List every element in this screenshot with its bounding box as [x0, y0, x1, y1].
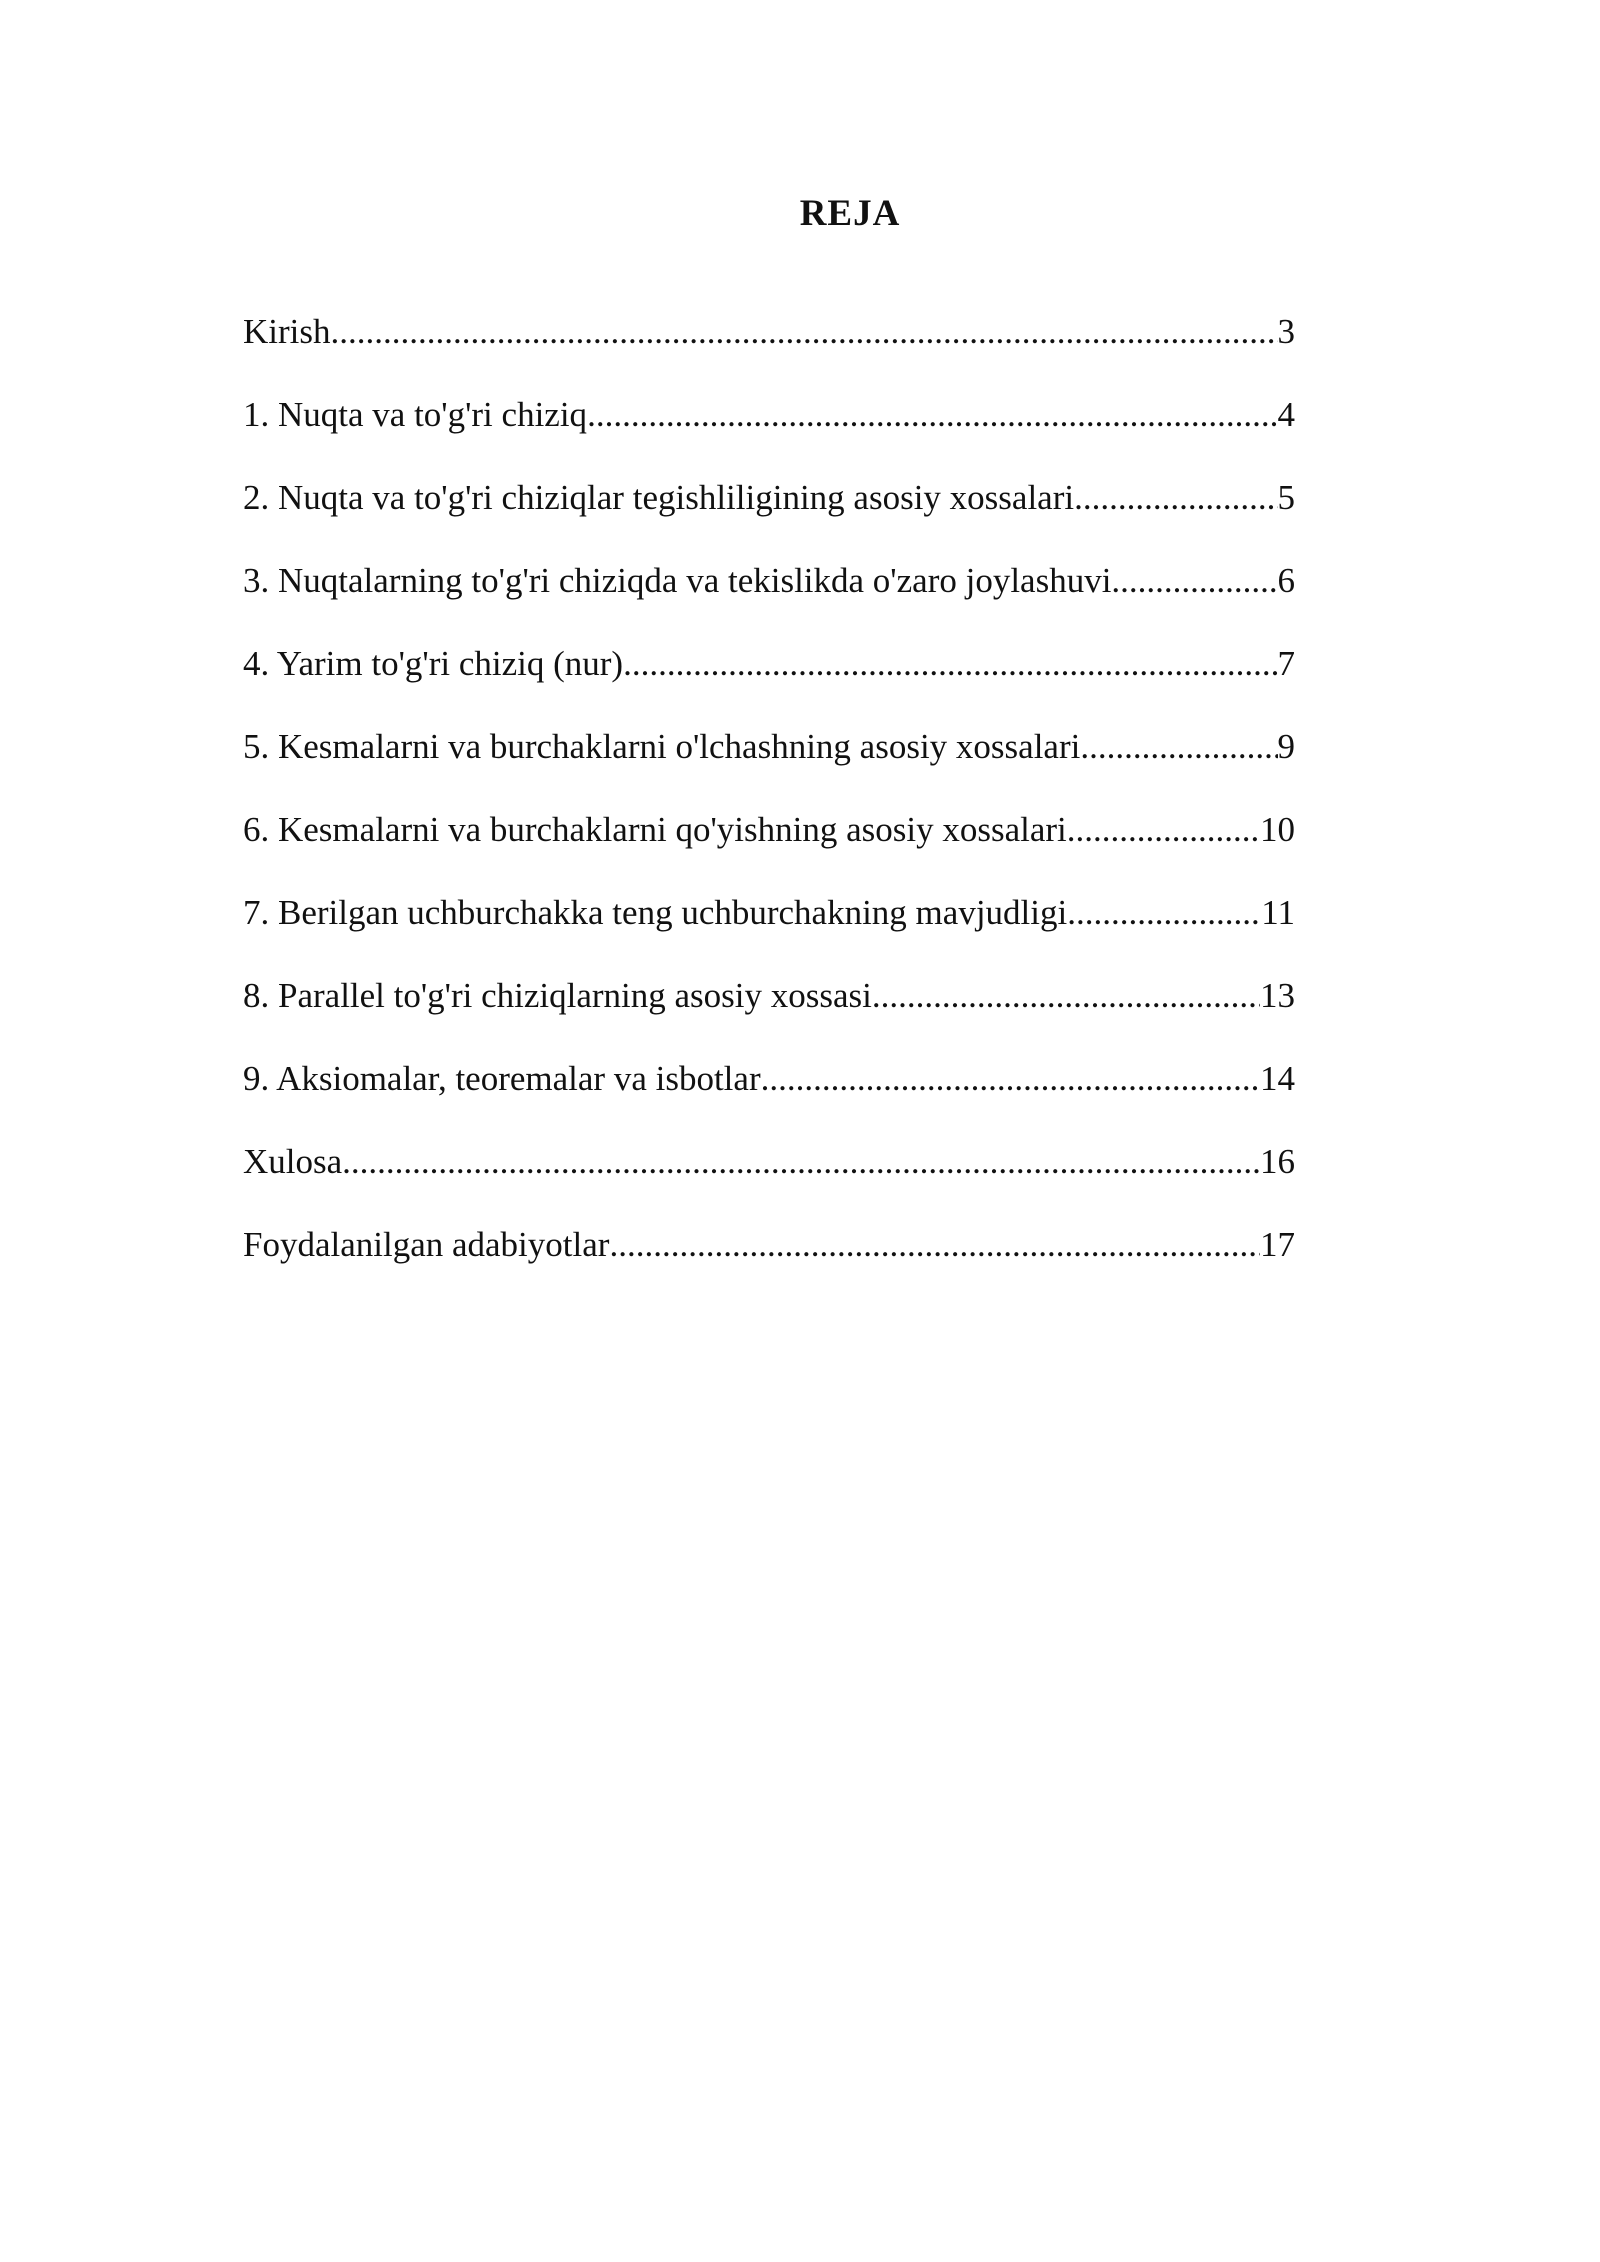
toc-entry	[243, 1132, 1295, 1215]
toc-leader-dots	[1067, 883, 1261, 943]
toc-entry-page: 4	[1277, 395, 1295, 434]
toc-leader-dots	[587, 385, 1277, 445]
toc-entry-title: 5. Kesmalarni va burchaklarni o'lchashning asosiy xossalari	[243, 727, 1081, 766]
toc-entry	[243, 634, 1295, 717]
toc-entry	[243, 551, 1295, 634]
toc-entry-page: 17	[1260, 1225, 1295, 1264]
toc-entry-title: 1. Nuqta va to'g'ri chiziq	[243, 395, 588, 434]
toc-entry	[243, 966, 1295, 1049]
toc-entry-title: Foydalanilgan adabiyotlar	[243, 1225, 610, 1264]
toc-entry	[243, 468, 1295, 551]
toc-entry	[243, 883, 1295, 966]
toc-entry-title: 3. Nuqtalarning to'g'ri chiziqda va tekislikda o'zaro joylashuvi	[243, 561, 1112, 600]
toc-entry-page: 3	[1277, 312, 1295, 351]
toc-entry-page: 5	[1277, 478, 1295, 517]
table-of-contents	[243, 302, 1295, 1298]
toc-entry-title: 7. Berilgan uchburchakka teng uchburchakning mavjudligi	[243, 893, 1068, 932]
toc-leader-dots	[342, 1132, 1260, 1192]
toc-leader-dots	[872, 966, 1260, 1026]
toc-entry-title: 4. Yarim to'g'ri chiziq (nur)	[243, 644, 624, 683]
toc-entry-title: Xulosa	[243, 1142, 343, 1181]
toc-entry-title: Kirish	[243, 312, 331, 351]
toc-entry	[243, 302, 1295, 385]
toc-entry-title: 8. Parallel to'g'ri chiziqlarning asosiy xossasi	[243, 976, 872, 1015]
toc-entry-page: 6	[1277, 561, 1295, 600]
toc-entry	[243, 1049, 1295, 1132]
toc-leader-dots	[609, 1215, 1260, 1275]
page-title: REJA	[799, 193, 901, 234]
toc-entry-page: 16	[1260, 1142, 1295, 1181]
toc-leader-dots	[761, 1049, 1260, 1109]
toc-leader-dots	[1074, 468, 1277, 528]
toc-entry-page: 11	[1261, 893, 1295, 932]
toc-leader-dots	[1111, 551, 1277, 611]
toc-entry	[243, 717, 1295, 800]
toc-leader-dots	[1080, 717, 1277, 777]
toc-entry	[243, 385, 1295, 468]
toc-entry	[243, 1215, 1295, 1298]
toc-entry-title: 6. Kesmalarni va burchaklarni qo'yishning asosiy xossalari	[243, 810, 1067, 849]
toc-entry-title: 2. Nuqta va to'g'ri chiziqlar tegishliligining asosiy xossalari	[243, 478, 1075, 517]
toc-entry-page: 14	[1260, 1059, 1295, 1098]
toc-entry-page: 9	[1277, 727, 1295, 766]
toc-leader-dots	[623, 634, 1277, 694]
toc-leader-dots	[1067, 800, 1260, 860]
toc-leader-dots	[331, 302, 1278, 362]
toc-entry-page: 10	[1260, 810, 1295, 849]
toc-entry-page: 7	[1277, 644, 1295, 683]
toc-entry	[243, 800, 1295, 883]
toc-entry-page: 13	[1260, 976, 1295, 1015]
toc-entry-title: 9. Aksiomalar, teoremalar va isbotlar	[243, 1059, 761, 1098]
